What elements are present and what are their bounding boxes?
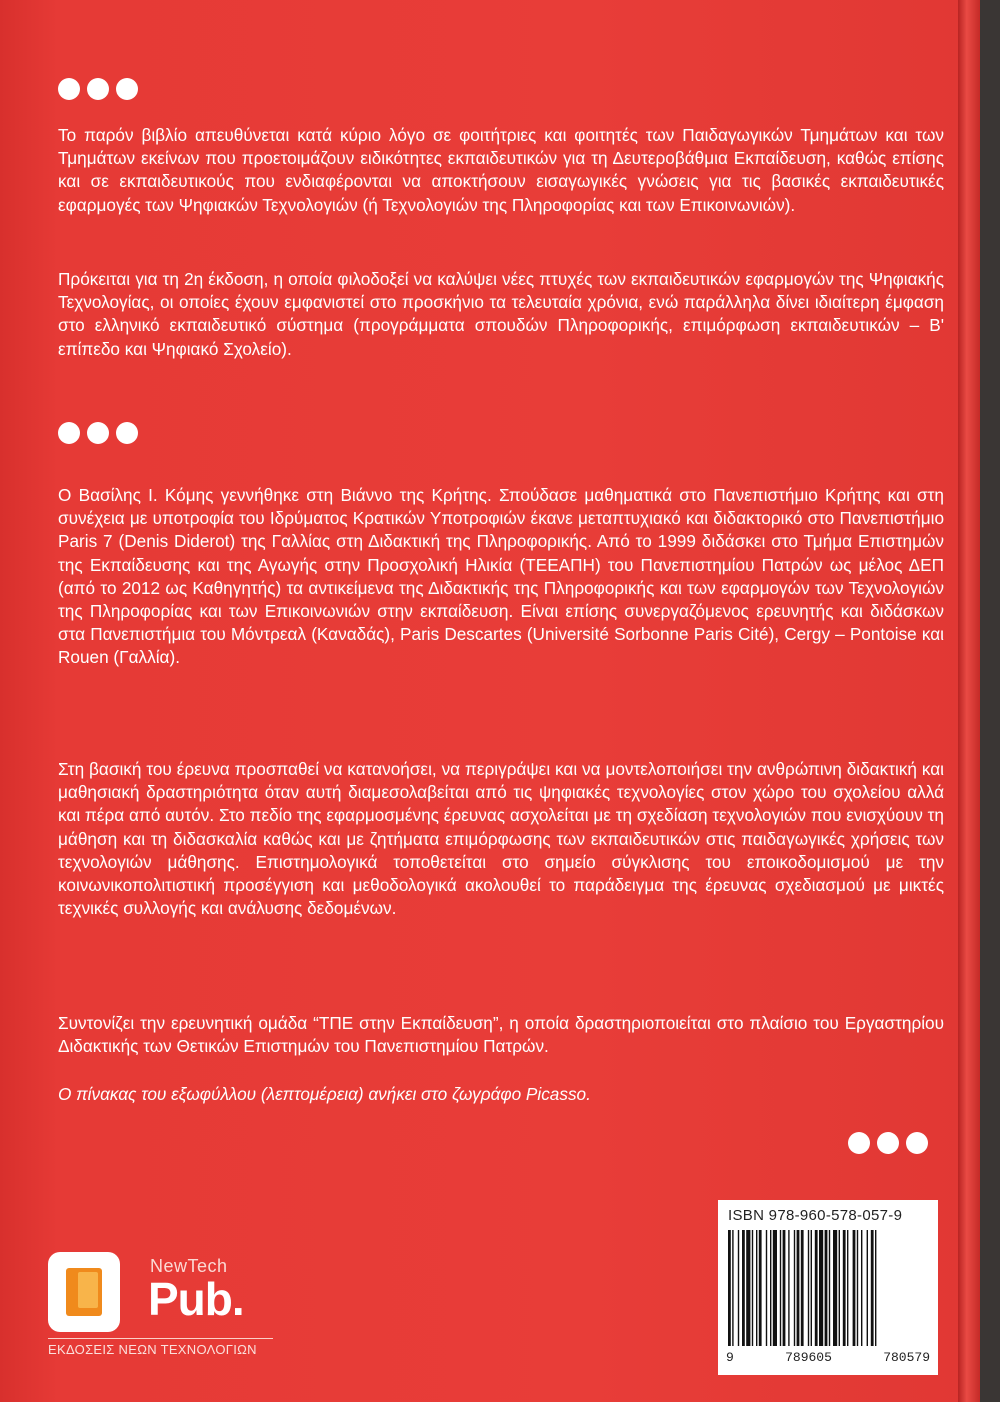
book-spine [958, 0, 980, 1402]
barcode-bar [728, 1230, 731, 1346]
barcode-bar [833, 1230, 837, 1346]
barcode-bar [847, 1230, 848, 1346]
publisher-logo-tile [48, 1252, 120, 1332]
dot [877, 1132, 899, 1154]
barcode-bar [843, 1230, 846, 1346]
publisher-logo [48, 1250, 288, 1360]
dot [58, 422, 80, 444]
dot [87, 422, 109, 444]
barcode-digits [726, 1350, 930, 1365]
barcode-bar [801, 1230, 804, 1346]
barcode-bar [861, 1230, 862, 1346]
barcode-bar [815, 1230, 818, 1346]
barcode-bar [867, 1230, 868, 1346]
isbn-number: ISBN 978-960-578-057-9 [728, 1207, 903, 1224]
publisher-subtitle: ΕΚΔΟΣΕΙΣ ΝΕΩΝ ΤΕΧΝΟΛΟΓΙΩΝ [48, 1338, 273, 1357]
barcode-bar [788, 1230, 789, 1346]
research-paragraph: Στη βασική του έρευνα προσπαθεί να κατανοήσει, να περιγράψει και να μοντελοποιήσει την ανθρώπινη διδακτική και μαθησιακή δραστηριότητα όταν αυτή διαμεσολαβείται από τις ψηφιακές τεχνολογίες στον χώρο του σχολείου αλλά και πέρα από αυτόν. Στο πεδίο της εφαρμοσμένης έρευνας ασχολείται με τη σχεδίαση τεχνολογιών που ενισχύουν τη μάθηση και τη διδασκαλία καθώς και με ζητήματα επιμόρφωσης των εκπαιδευτικών στις παιδαγωγικές χρήσεις των τεχνολογιών μάθησης. Επιστημολογικά τοποθετείται στο σημείο σύγκλισης του εποικοδομισμού με την κοινωνικοπολιτιστική προσέγγιση και μεθοδολογικά ακολουθεί το παράδειγμα της έρευνας σχεδιασμού με μικτές τεχνικές συλλογής και ανάλυσης δεδομένων. [58, 759, 944, 919]
barcode-bar [825, 1230, 828, 1346]
barcode-bar [756, 1230, 757, 1346]
barcode-bar [875, 1230, 876, 1346]
intro-paragraph-1: Το παρόν βιβλίο απευθύνεται κατά κύριο λόγο σε φοιτήτριες και φοιτητές των Παιδαγωγικών Τμημάτων και των Τμημάτων εκείνων που προετοιμάζουν ειδικότητες εκπαιδευτικών για τη Δευτεροβάθμια Εκπαίδευση, καθώς επίσης και σε εκπαιδευτικούς που ενδιαφέρονται να αποκτήσουν εισαγωγικές γνώσεις για τις βασικές εκπαιδευτικές εφαρμογές των Ψηφιακών Τεχνολογιών (ή Τεχνολογιών της Πληροφορίας και των Επικοινωνιών). [58, 125, 944, 215]
decorative-dots-bottom [848, 1132, 928, 1154]
barcode-digit-group: 9 [726, 1350, 734, 1365]
barcode-bar [773, 1230, 777, 1346]
dot [848, 1132, 870, 1154]
isbn-barcode-box [718, 1200, 938, 1375]
barcode-bar [780, 1230, 781, 1346]
barcode-bar [770, 1230, 771, 1346]
barcode-digit-group: 780579 [883, 1350, 930, 1365]
barcode-bar [766, 1230, 767, 1346]
barcode [726, 1230, 930, 1348]
barcode-bar [811, 1230, 812, 1346]
barcode-bar [794, 1230, 795, 1346]
dot [58, 78, 80, 100]
dot [906, 1132, 928, 1154]
research-group-paragraph: Συντονίζει την ερευνητική ομάδα “ΤΠΕ στην Εκπαίδευση”, η οποία δραστηριοποιείται στο πλαίσιο του Εργαστηρίου Διδακτικής των Θετικών Επιστημών του Πανεπιστημίου Πατρών. [58, 1013, 944, 1057]
author-bio-paragraph: Ο Βασίλης Ι. Κόμης γεννήθηκε στη Βιάννο της Κρήτης. Σπούδασε μαθηματικά στο Πανεπιστήμιο Κρήτης και στη συνέχεια με υποτροφία του Ιδρύματος Κρατικών Υποτροφιών έκανε μεταπτυχιακό και διδακτορικό στο Πανεπιστήμιο Paris 7 (Denis Diderot) της Γαλλίας στη Διδακτική της Πληροφορικής. Από το 1999 διδάσκει στο Τμήμα Επιστημών της Εκπαίδευσης και της Αγωγής στην Προσχολική Ηλικία (ΤΕΕΑΠΗ) του Πανεπιστημίου Πατρών ως μέλος ΔΕΠ (από το 2012 ως Καθηγητής) τα αντικείμενα της Διδακτικής της Πληροφορικής και των εφαρμογών των Τεχνολογιών της Πληροφορίας και των Επικοινωνιών στην εκπαίδευση. Είναι επίσης συνεργαζόμενος ερευνητής και διδάσκων στα Πανεπιστήμια του Μόντρεαλ (Καναδάς), Paris Descartes (Université Sorbonne Paris Cité), Cergy – Pontoise και Rouen (Γαλλία). [58, 485, 944, 668]
intro-paragraph-2: Πρόκειται για τη 2η έκδοση, η οποία φιλοδοξεί να καλύψει νέες πτυχές των εκπαιδευτικών εφαρμογών της Ψηφιακής Τεχνολογίας, οι οποίες έχουν εμφανιστεί στο προσκήνιο τα τελευταία χρόνια, ενώ παράλληλα δίνει ιδιαίτερη έμφαση στο ελληνικό εκπαιδευτικό σύστημα (προγράμματα σπουδών Πληροφορικής, επιμόρφωση εκπαιδευτικών – Β' επίπεδο και Ψηφιακό Σχολείο). [58, 269, 944, 359]
barcode-bar [797, 1230, 800, 1346]
barcode-bar [829, 1230, 830, 1346]
barcode-bar [819, 1230, 823, 1346]
barcode-digit-group: 789605 [785, 1350, 832, 1365]
barcode-bar [759, 1230, 762, 1346]
barcode-bar [746, 1230, 750, 1346]
barcode-bar [738, 1230, 739, 1346]
cover-art-credit: Ο πίνακας του εξωφύλλου (λεπτομέρεια) ανήκει στο ζωγράφο Picasso. [58, 1084, 591, 1104]
barcode-bar [871, 1230, 874, 1346]
barcode-bar [839, 1230, 840, 1346]
background-edge [980, 0, 1000, 1402]
barcode-bar [752, 1230, 753, 1346]
barcode-bar [857, 1230, 858, 1346]
book-icon [66, 1268, 102, 1316]
barcode-bar [783, 1230, 786, 1346]
barcode-bar [853, 1230, 856, 1346]
publisher-name-line2: Pub. [148, 1273, 244, 1325]
decorative-dots-top [58, 78, 138, 100]
publisher-name-line1: NewTech [150, 1256, 228, 1276]
barcode-bar [742, 1230, 745, 1346]
dot [116, 422, 138, 444]
decorative-dots-middle [58, 422, 138, 444]
dot [87, 78, 109, 100]
barcode-bar [732, 1230, 733, 1346]
dot [116, 78, 138, 100]
barcode-bar [808, 1230, 809, 1346]
